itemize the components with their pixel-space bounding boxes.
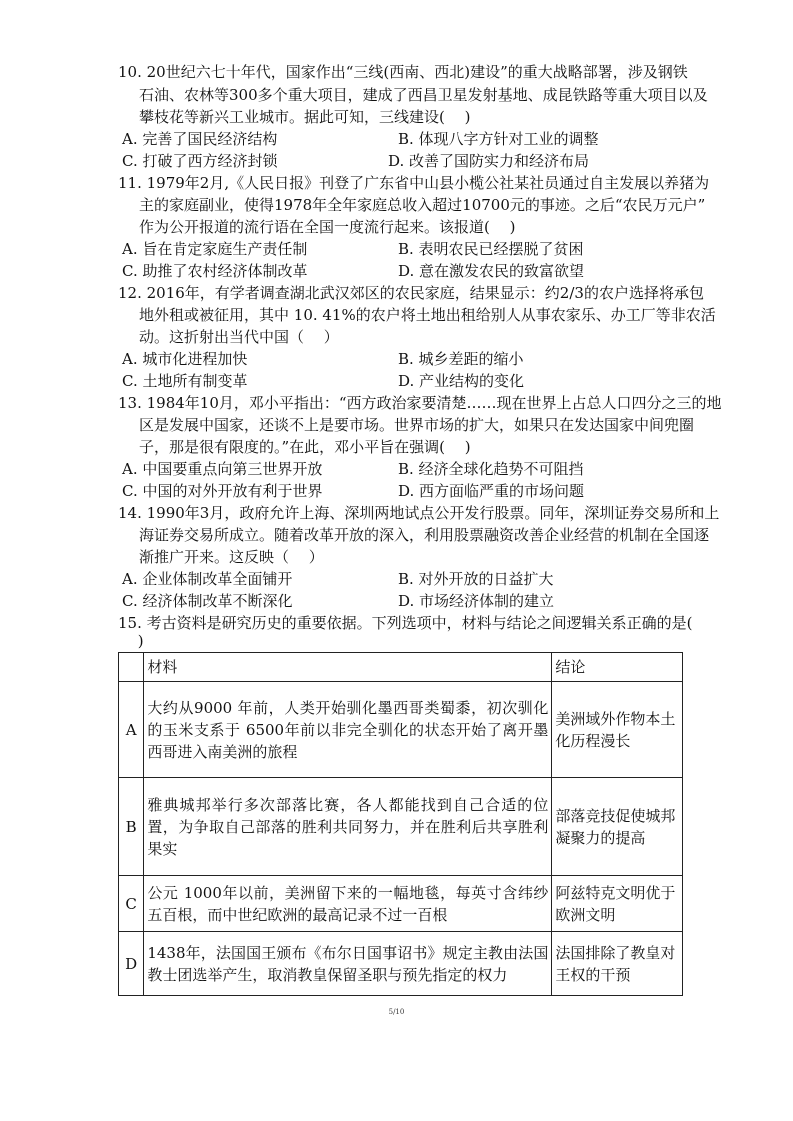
table-row[interactable] — [119, 778, 683, 876]
table-header-conclusion: 结论 — [552, 653, 683, 682]
question-11-option-c[interactable]: C. 助推了农村经济体制改革 — [122, 262, 308, 280]
row-d-material: 1438年，法国国王颁布《布尔日国事诏书》规定主教由法国教士团选举产生，取消教皇保留圣职与预先指定的权力 — [144, 932, 552, 996]
question-11-option-d[interactable]: D. 意在激发农民的致富欲望 — [398, 262, 585, 280]
row-b-material: 雅典城邦举行多次部落比赛，各人都能找到自己合适的位置，为争取自己部落的胜利共同努力，并在胜利后共享胜利果实 — [144, 778, 552, 876]
row-c-conclusion: 阿兹特克文明优于欧洲文明 — [552, 876, 683, 932]
question-10-line-3: 攀枝花等新兴工业城市。据此可知，三线建设( ) — [139, 108, 471, 126]
row-b-conclusion: 部落竞技促使城邦凝聚力的提高 — [552, 778, 683, 876]
question-13-option-a[interactable]: A. 中国要重点向第三世界开放 — [122, 460, 323, 478]
question-12-option-c[interactable]: C. 土地所有制变革 — [122, 372, 248, 390]
question-12-option-d[interactable]: D. 产业结构的变化 — [398, 372, 525, 390]
question-13-line-2: 区是发展中国家，还谈不上是要市场。世界市场的扩大，如果只在发达国家中间兜圈 — [139, 416, 695, 434]
row-c-material: 公元 1000年以前，美洲留下来的一幅地毯，每英寸含纬纱五百根，而中世纪欧洲的最高记录不过一百根 — [144, 876, 552, 932]
question-13-option-d[interactable]: D. 西方面临严重的市场问题 — [398, 482, 585, 500]
question-15-table — [118, 652, 683, 996]
table-row[interactable] — [119, 932, 683, 996]
question-12-option-a[interactable]: A. 城市化进程加快 — [122, 350, 248, 368]
question-14-line-1: 14. 1990年3月，政府允许上海、深圳两地试点公开发行股票。同年，深圳证券交易所和上 — [118, 504, 720, 522]
row-a-material: 大约从9000 年前，人类开始驯化墨西哥类蜀黍，初次驯化的玉米支系于 6500年前以非完全驯化的状态开始了离开墨西哥进入南美洲的旅程 — [144, 682, 552, 778]
row-d-conclusion: 法国排除了教皇对王权的干预 — [552, 932, 683, 996]
question-11-option-a[interactable]: A. 旨在肯定家庭生产责任制 — [122, 240, 308, 258]
page-number: 5/10 — [388, 1008, 405, 1016]
table-header-material: 材料 — [144, 653, 552, 682]
row-c-label: C — [119, 876, 144, 932]
question-11-line-2: 主的家庭副业，使得1978年全年家庭总收入超过10700元的事迹。之后“农民万元户” — [139, 196, 706, 214]
question-14-line-3: 渐推广开来。这反映（ ） — [139, 548, 324, 566]
question-12-line-2: 地外租或被征用，其中 10. 41%的农户将土地出租给别人从事农家乐、办工厂等非农活 — [139, 306, 716, 324]
question-13-line-1: 13. 1984年10月，邓小平指出：“西方政治家要清楚……现在世界上占总人口四分之三的地 — [118, 394, 722, 412]
question-10-option-a[interactable]: A. 完善了国民经济结构 — [122, 130, 278, 148]
question-13-option-b[interactable]: B. 经济全球化趋势不可阻挡 — [398, 460, 584, 478]
table-header-row — [119, 653, 683, 682]
question-10-option-b[interactable]: B. 体现八字方针对工业的调整 — [398, 130, 599, 148]
question-10-option-d[interactable]: D. 改善了国防实力和经济布局 — [388, 152, 590, 170]
row-a-label: A — [119, 682, 144, 778]
question-14-option-d[interactable]: D. 市场经济体制的建立 — [398, 592, 555, 610]
question-14-option-a[interactable]: A. 企业体制改革全面铺开 — [122, 570, 293, 588]
question-14-line-2: 海证券交易所成立。随着改革开放的深入，利用股票融资改善企业经营的机制在全国逐 — [139, 526, 710, 544]
question-11-option-b[interactable]: B. 表明农民已经摆脱了贫困 — [398, 240, 584, 258]
question-15-line-1: 15. 考古资料是研究历史的重要依据。下列选项中，材料与结论之间逻辑关系正确的是( — [118, 614, 693, 632]
question-15-line-2: ) — [118, 632, 144, 650]
row-d-label: D — [119, 932, 144, 996]
row-a-conclusion: 美洲域外作物本土化历程漫长 — [552, 682, 683, 778]
row-b-label: B — [119, 778, 144, 876]
question-11-line-3: 作为公开报道的流行语在全国一度流行起来。该报道( ) — [139, 218, 516, 236]
question-10-line-1: 10. 20世纪六七十年代，国家作出“三线(西南、西北)建设”的重大战略部署，涉及钢铁 — [118, 63, 688, 81]
table-row[interactable] — [119, 682, 683, 778]
question-11-line-1: 11. 1979年2月,《人民日报》刊登了广东省中山县小榄公社某社员通过自主发展以养猪为 — [118, 174, 710, 192]
table-header-label — [119, 653, 144, 682]
question-13-line-3: 子，那是很有限度的。”在此，邓小平旨在强调( ) — [139, 438, 471, 456]
question-10-line-2: 石油、农林等300多个重大项目，建成了西昌卫星发射基地、成昆铁路等重大项目以及 — [139, 86, 708, 104]
question-14-option-b[interactable]: B. 对外开放的日益扩大 — [398, 570, 554, 588]
table-row[interactable] — [119, 876, 683, 932]
question-10-option-c[interactable]: C. 打破了西方经济封锁 — [122, 152, 278, 170]
question-13-option-c[interactable]: C. 中国的对外开放有利于世界 — [122, 482, 323, 500]
question-14-option-c[interactable]: C. 经济体制改革不断深化 — [122, 592, 293, 610]
question-12-line-1: 12. 2016年，有学者调查湖北武汉郊区的农民家庭，结果显示：约2/3的农户选择将承包 — [118, 284, 704, 302]
question-12-line-3: 动。这折射出当代中国（ ） — [139, 328, 339, 346]
question-12-option-b[interactable]: B. 城乡差距的缩小 — [398, 350, 524, 368]
